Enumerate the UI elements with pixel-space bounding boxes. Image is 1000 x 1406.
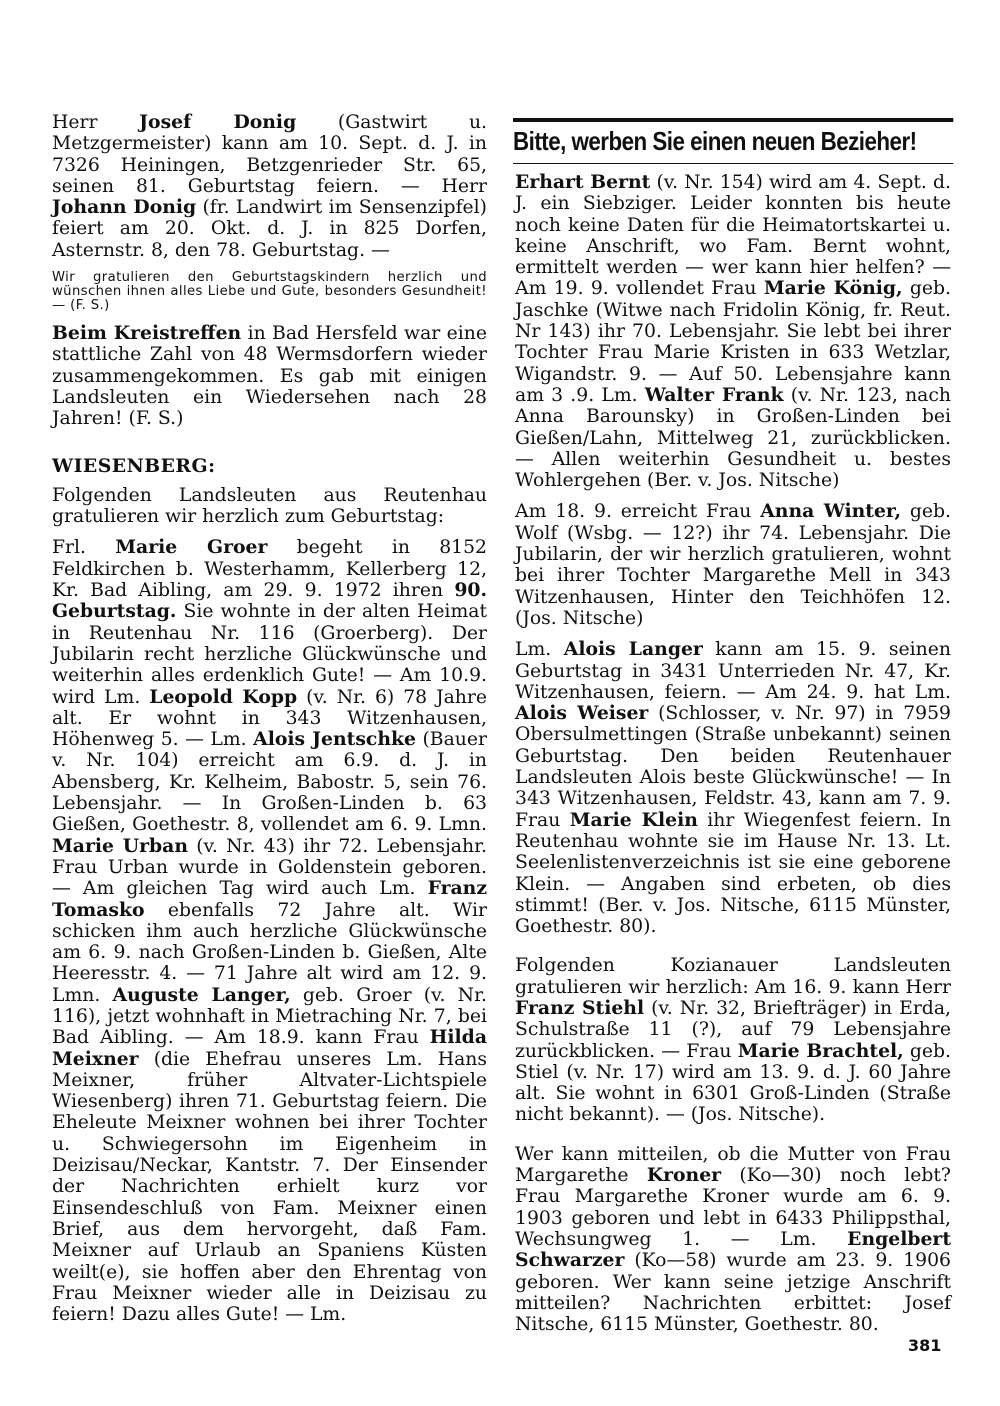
paragraph-groer: Frl. Marie Groer begeht in 8152 Feldkirchen b. Westerhamm, Kellerberg 12, Kr. Bad Aibling, am 29. 9. 1972 ihren 90. Geburtstag. Sie wohnte in der alten Heimat in Reutenhau Nr. 116 (Groerberg). Der Jubilarin recht herzliche Glückwünsche und weiterhin alles erdenklich Gute! — Am 10.9. wird Lm. Leopold Kopp (v. Nr. 6) 78 Jahre alt. Er wohnt in 343 Witzenhausen, Höhenweg 5. — Lm. Alois Jentschke (Bauer v. Nr. 104) erreicht am 6.9. d. J. in Abensberg, Kr. Kelheim, Babostr. 5, sein 76. Lebensjahr. — In Großen-Linden b. 63 Gießen, Goethestr. 8, vollendet am 6. 9. Lmn. Marie Urban (v. Nr. 43) ihr 72. Lebensjahr. Frau Urban wurde in Goldenstein geboren. — Am gleichen Tag wird auch Lm. Franz Tomasko ebenfalls 72 Jahre alt. Wir schicken ihm auch herzliche Glückwünsche am 6. 9. nach Großen-Linden b. Gießen, Alte Heeresstr. 4. — 71 Jahre alt wird am 12. 9. Lmn. Auguste Langer, geb. Groer (v. Nr. 116), jetzt wohnhaft in Mietraching Nr. 7, bei Bad Aibling. — Am 18.9. kann Frau Hilda Meixner (die Ehefrau unseres Lm. Hans Meixner, früher Altvater-Lichtspiele Wiesenberg) ihren 71. Geburtstag feiern. Die Eheleute Meixner wohnen bei ihrer Tochter u. Schwiegersohn im Eigenheim in Deizisau/Neckar, Kantstr. 7. Der Einsender der Nachrichten erhielt kurz vor Einsendeschluß von Fam. Meixner einen Brief, aus dem hervorgeht, daß Fam. Meixner auf Urlaub an Spaniens Küsten weilt(e), sie hoffen aber den Ehrentag von Frau Meixner wieder alle in Deizisau zu feiern! Dazu alles Gute! — Lm. xyxy=(52,536,487,1326)
paragraph-bernt: Erhart Bernt (v. Nr. 154) wird am 4. Sept. d. J. ein Siebziger. Leider konnten bis heute noch keine Daten für die Heimatortskartei u. keine Anschrift, wo Fam. Bernt wohnt, ermittelt werden — wer kann hier helfen? — Am 19. 9. vollendet Frau Marie König, geb. Jaschke (Witwe nach Fridolin König, fr. Reut. Nr 143) ihr 70. Lebensjahr. Sie lebt bei ihrer Tochter Frau Marie Kristen in 633 Wetzlar, Wigandstr. 9. — Auf 50. Lebensjahre kann am 3 .9. Lm. Walter Frank (v. Nr. 123, nach Anna Barounsky) in Großen-Linden bei Gießen/Lahn, Mittelweg 21, zurückblicken. — Allen weiterhin Gesundheit u. bestes Wohlergehen (Ber. v. Jos. Nitsche) xyxy=(515,171,952,492)
paragraph-kozianau: Folgenden Kozianauer Landsleuten gratulieren wir herzlich: Am 16. 9. kann Herr Franz Stiehl (v. Nr. 32, Briefträger) in Erda, Schulstraße 11 (?), auf 79 Lebensjahre zurückblicken. — Frau Marie Brachtel, geb. Stiel (v. Nr. 17) wird am 13. 9. d. J. 60 Jahre alt. Sie wohnt in 6301 Groß-Linden (Straße nicht bekannt). — (Jos. Nitsche). xyxy=(515,955,952,1126)
paragraph-kroner: Wer kann mitteilen, ob die Mutter von Frau Margarethe Kroner (Ko—30) noch lebt? Frau Margarethe Kroner wurde am 6. 9. 1903 geboren und lebt in 6433 Philippsthal, Wechsungweg 1. — Lm. Engelbert Schwarzer (Ko—58) wurde am 23. 9. 1906 geboren. Wer kann seine jetzige Anschrift mitteilen? Nachrichten erbittet: Josef Nitsche, 6115 Münster, Goethestr. 80. xyxy=(515,1143,951,1336)
congratulation-note: Wir gratulieren den Geburtstagskindern herzlich und wünschen ihnen alles Liebe und Gute, besonders Gesundheit! — (F. S.) xyxy=(52,270,487,314)
page-number: 381 xyxy=(908,1336,942,1355)
paragraph-kreistreffen: Beim Kreistreffen in Bad Hersfeld war eine stattliche Zahl von 48 Wermsdorfern wieder zusammengekommen. Es gab mit einigen Landsleuten ein Wiedersehen nach 28 Jahren! (F. S.) xyxy=(52,322,487,430)
right-column xyxy=(515,172,951,1345)
left-column xyxy=(52,112,487,1335)
section-heading-wiesenberg: WIESENBERG: xyxy=(52,454,216,477)
paragraph-langer: Lm. Alois Langer kann am 15. 9. seinen Geburtstag in 3431 Unterrieden Nr. 47, Kr. Witzenhausen, feiern. — Am 24. 9. hat Lm. Alois Weiser (Schlosser, v. Nr. 97) in 7959 Obersulmettingen (Straße unbekannt) seinen Geburtstag. Den beiden Reutenhauer Landsleuten Alois beste Glückwünsche! — In 343 Witzenhausen, Feldstr. 43, kann am 7. 9. Frau Marie Klein ihr Wiegenfest feiern. In Reutenhau wohnte sie im Hause Nr. 13. Lt. Seelenlistenverzeichnis ist sie eine geborene Klein. — Angaben sind erbeten, ob dies stimmt! (Ber. v. Jos. Nitsche, 6115 Münster, Goethestr. 80). xyxy=(515,638,951,938)
paragraph-donig: Herr Josef Donig (Gastwirt u. Metzgermeister) kann am 10. Sept. d. J. in 7326 Heiningen, Betzgenrieder Str. 65, seinen 81. Geburtstag feiern. — Herr Johann Donig (fr. Landwirt im Sensenzipfel) feiert am 20. Okt. d. J. in 825 Dorfen, Asternstr. 8, den 78. Geburtstag. — xyxy=(52,111,488,261)
paragraph-winter: Am 18. 9. erreicht Frau Anna Winter, geb. Wolf (Wsbg. — 12?) ihr 74. Lebensjahr. Die Jubilarin, der wir herzlich gratulieren, wohnt bei ihrer Tochter Margarethe Mell in 343 Witzenhausen, Hinter den Teichhöfen 12. (Jos. Nitsche) xyxy=(515,500,951,629)
paragraph-intro: Folgenden Landsleuten aus Reutenhau gratulieren wir herzlich zum Geburtstag: xyxy=(52,484,487,528)
banner-headline: Bitte, werben Sie einen neuen Bezieher! xyxy=(513,118,953,164)
